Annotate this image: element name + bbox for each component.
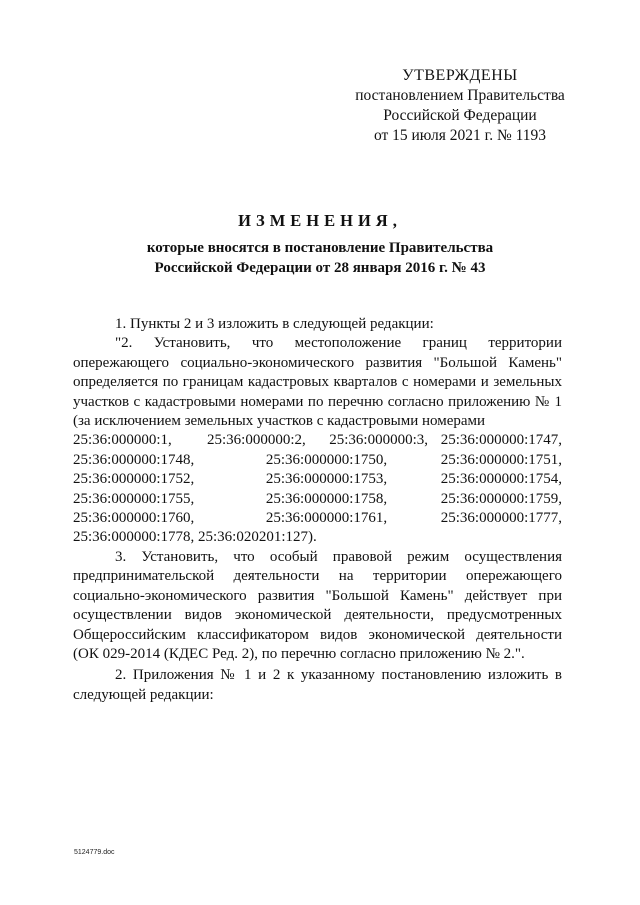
subtitle-line-2: Российской Федерации от 28 января 2016 г. № 43 [154,260,486,276]
cadastral-number: 25:36:000000:1747, [440,432,562,449]
cadastral-number: 25:36:000000:1754, [440,471,562,488]
document-subtitle [72,238,568,278]
paragraph-4: 2. Приложения № 1 и 2 к указанному постановлению изложить в следующей редакции: [73,667,562,703]
cadastral-number: 25:36:000000:1755, [73,490,195,507]
cadastral-number: 25:36:000000:1761, [265,510,388,527]
cadastral-number: 25:36:000000:1, [73,432,172,449]
cadastral-number: 25:36:000000:2, [206,432,306,449]
paragraph-2: "2. Установить, что местоположение границ территории опережающего социально-экономического развития "Большой Камень" определяется по границам кадастровых кварталов с номерами и земельных участков с кадастровыми номерами по перечню согласно приложению № 1 (за исключением земельных участков с кадастровыми номерами [73,335,562,430]
cadastral-number: 25:36:000000:3, [329,432,428,449]
cadastral-number: 25:36:000000:1752, [73,471,195,488]
approval-line-3: от 15 июля 2021 г. № 1193 [373,127,547,144]
cadastral-number: 25:36:000000:1748, [73,451,195,468]
cadastral-number: 25:36:000000:1753, [265,471,388,488]
cadastral-number: 25:36:000000:1777, [440,510,562,527]
cadastral-number: 25:36:000000:1750, [265,451,388,468]
document-body [73,315,562,705]
approval-line-1: постановлением Правительства [355,87,565,104]
approval-heading: УТВЕРЖДЕНЫ [402,67,518,84]
cadastral-row-1 [73,431,562,450]
cadastral-last-line: 25:36:000000:1778, 25:36:020201:127). [73,529,317,546]
cadastral-grid [73,451,562,529]
file-name-footer: 5124779.doc [74,849,115,856]
paragraph-1: 1. Пункты 2 и 3 изложить в следующей редакции: [115,316,434,332]
document-title: ИЗМЕНЕНИЯ, [238,211,402,230]
approval-line-2: Российской Федерации [383,107,537,124]
approval-block [330,66,590,146]
cadastral-number: 25:36:000000:1759, [440,490,562,507]
cadastral-number: 25:36:000000:1758, [265,490,388,507]
cadastral-number: 25:36:000000:1751, [440,451,562,468]
paragraph-3: 3. Установить, что особый правовой режим осуществления предпринимательской деятельности на территории опережающего социально-экономического развития "Большой Камень" действует при осуществлении видов экономической деятельности, предусмотренных Общероссийским классификатором видов экономической деятельности (ОК 029-2014 (КДЕС Ред. 2), по перечню согласно приложению № 2.". [73,548,562,662]
cadastral-number: 25:36:000000:1760, [73,510,195,527]
subtitle-line-1: которые вносятся в постановление Правительства [146,240,494,256]
